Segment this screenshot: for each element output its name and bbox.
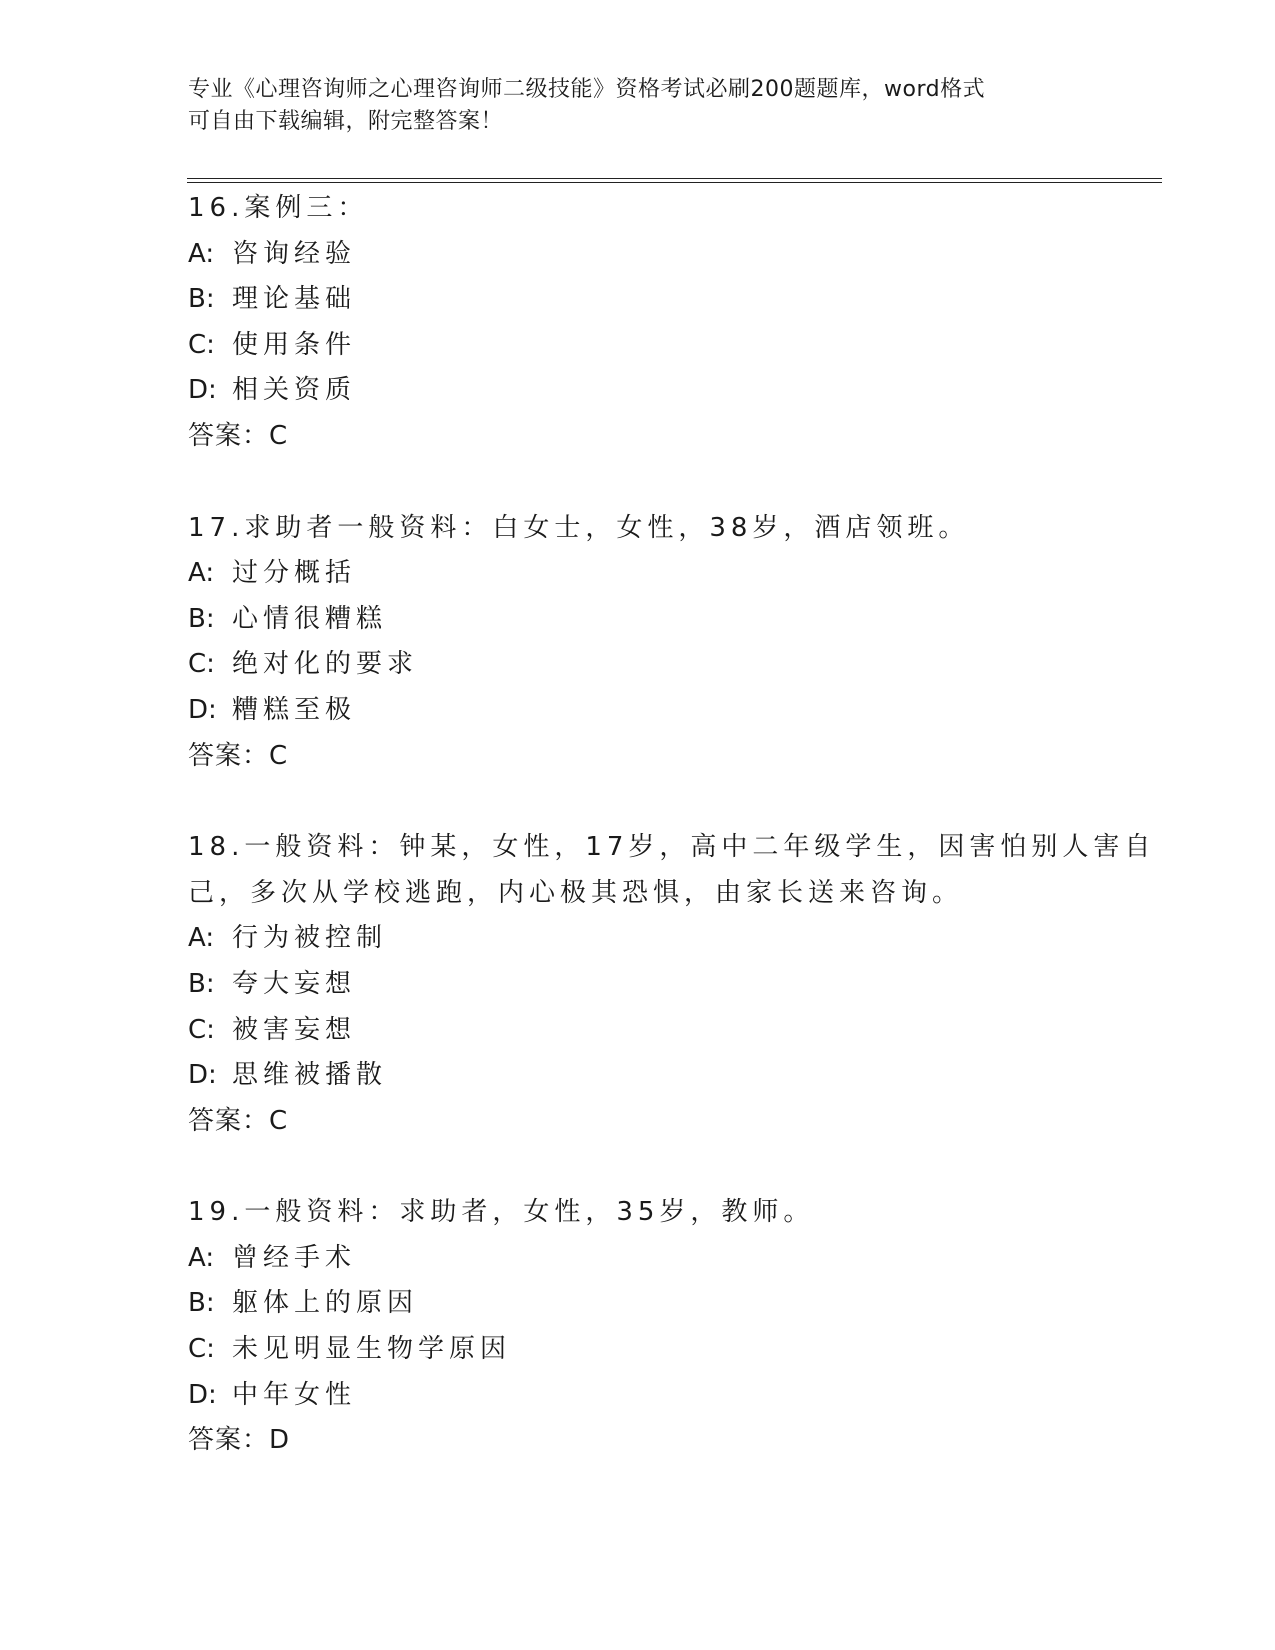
page-header bbox=[188, 74, 1088, 138]
option-b: B: 心情很糟糕 bbox=[188, 603, 388, 634]
question-stem-continued: 己，多次从学校逃跑，内心极其恐惧，由家长送来咨询。 bbox=[188, 877, 964, 908]
option-d: D: 思维被播散 bbox=[188, 1060, 388, 1091]
answer: 答案：C bbox=[188, 740, 289, 771]
option-c: C: 绝对化的要求 bbox=[188, 649, 419, 680]
header-divider bbox=[187, 178, 1162, 183]
option-d: D: 相关资质 bbox=[188, 375, 357, 406]
question-19 bbox=[188, 1190, 1168, 1464]
answer: 答案：C bbox=[188, 420, 289, 451]
question-stem: 17.求助者一般资料：白女士，女性，38岁，酒店领班。 bbox=[188, 512, 970, 543]
question-stem: 16.案例三： bbox=[188, 193, 369, 223]
option-a: A: 曾经手术 bbox=[188, 1242, 357, 1273]
question-16 bbox=[188, 186, 1168, 460]
header-title-line-1: 专业《心理咨询师之心理咨询师二级技能》资格考试必刷200题题库，word格式 bbox=[188, 77, 986, 102]
question-17 bbox=[188, 506, 1168, 780]
header-title-line-2: 可自由下载编辑，附完整答案！ bbox=[188, 109, 504, 134]
option-c: C: 未见明显生物学原因 bbox=[188, 1334, 512, 1365]
option-b: B: 躯体上的原因 bbox=[188, 1288, 419, 1319]
option-d: D: 中年女性 bbox=[188, 1379, 357, 1410]
option-a: A: 行为被控制 bbox=[188, 923, 388, 954]
option-a: A: 咨询经验 bbox=[188, 238, 357, 269]
answer: 答案：D bbox=[188, 1425, 291, 1456]
question-list bbox=[188, 186, 1168, 1510]
option-a: A: 过分概括 bbox=[188, 558, 357, 589]
option-b: B: 理论基础 bbox=[188, 284, 357, 315]
question-stem: 18.一般资料：钟某，女性，17岁，高中二年级学生，因害怕别人害自 bbox=[188, 832, 1156, 863]
question-stem: 19.一般资料：求助者，女性，35岁，教师。 bbox=[188, 1197, 815, 1228]
question-18 bbox=[188, 825, 1168, 1144]
option-c: C: 被害妄想 bbox=[188, 1014, 357, 1045]
option-b: B: 夸大妄想 bbox=[188, 968, 357, 999]
answer: 答案：C bbox=[188, 1105, 289, 1136]
option-d: D: 糟糕至极 bbox=[188, 694, 357, 725]
option-c: C: 使用条件 bbox=[188, 329, 357, 360]
